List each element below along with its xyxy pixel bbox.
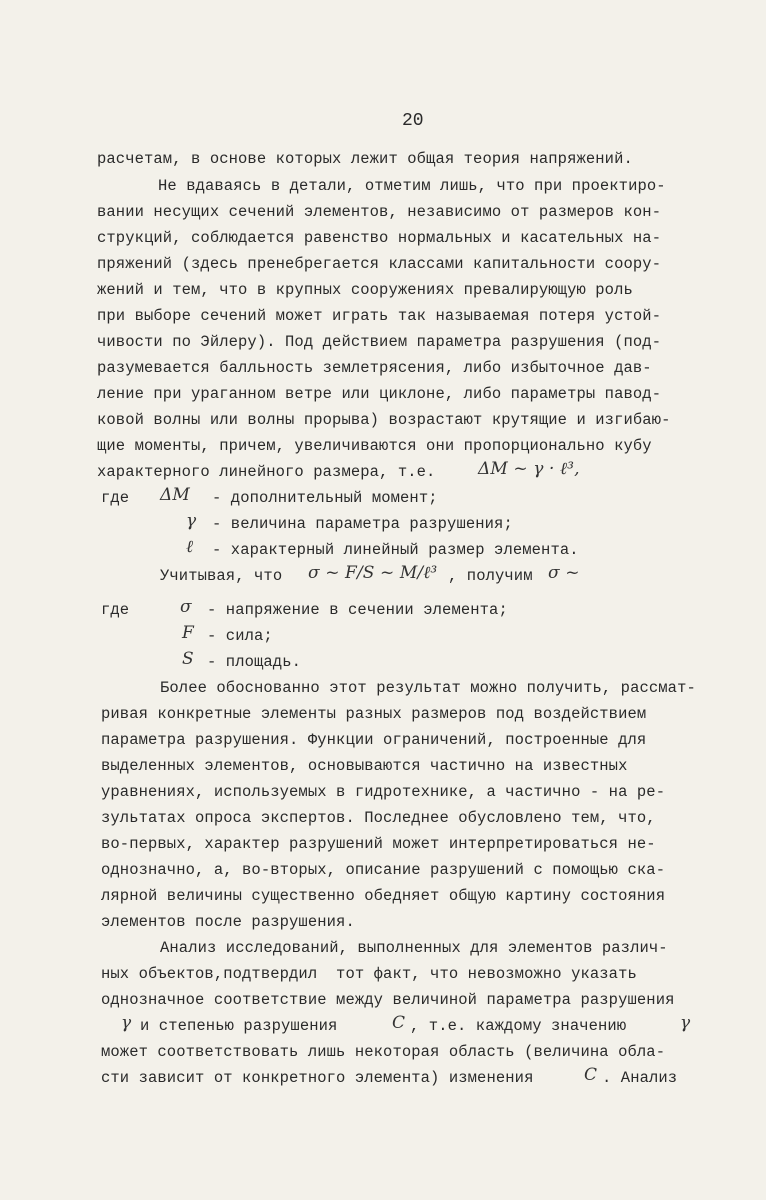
definition-text: - дополнительный момент; [212,489,438,507]
text-line: при выборе сечений может играть так называемая потеря устой- [97,307,662,325]
text-line: элементов после разрушения. [101,913,355,931]
symbol-delta-m: ΔM [160,485,190,505]
text-line: , получим [448,567,533,585]
definition-text: - величина параметра разрушения; [212,515,513,533]
text-line: вании несущих сечений элементов, независимо от размеров кон- [97,203,662,221]
text-line: характерного линейного размера, т.е. [97,463,436,481]
text-line: ных объектов,подтвердил тот факт, что невозможно указать [101,965,637,983]
text-line: , т.е. каждому значению [410,1017,627,1035]
definition-text: - характерный линейный размер элемента. [212,541,579,559]
symbol-sigma: σ [180,597,192,617]
text-line: Анализ исследований, выполненных для элементов различ- [160,939,668,957]
symbol-gamma: γ [121,1013,132,1033]
text-line: сти зависит от конкретного элемента) изменения [101,1069,534,1087]
symbol-c: C [584,1065,598,1085]
text-line: Учитывая, что [160,567,283,585]
text-line: . Анализ [602,1069,678,1087]
text-line: выделенных элементов, основываются частично на известных [101,757,628,775]
definition-text: - площадь. [207,653,302,671]
text-line: расчетам, в основе которых лежит общая теория напряжений. [97,150,633,168]
page-number: 20 [402,111,424,131]
definition-text: - сила; [207,627,273,645]
symbol-gamma: γ [186,511,197,531]
where-label: где [101,489,130,507]
formula-sigma-relation: σ ~ F/S ~ M/ℓ³ [308,563,438,583]
formula-sigma-tail: σ ~ [548,563,580,583]
text-line: во-первых, характер разрушений может интерпретироваться не- [101,835,656,853]
text-line: жений и тем, что в крупных сооружениях превалирующую роль [97,281,633,299]
text-line: пряжений (здесь пренебрегается классами капитальности соору- [97,255,662,273]
text-line: ление при ураганном ветре или циклоне, либо параметры павод- [97,385,662,403]
symbol-area: S [182,649,194,669]
text-line: и степенью разрушения [140,1017,338,1035]
text-line: струкций, соблюдается равенство нормальных и касательных на- [97,229,662,247]
symbol-ell: ℓ [186,537,194,557]
text-line: разумевается балльность землетрясения, либо избыточное дав- [97,359,652,377]
where-label: где [101,601,130,619]
text-line: Не вдаваясь в детали, отметим лишь, что при проектиро- [158,177,666,195]
formula-moment-relation: ΔM ~ γ · ℓ³, [478,459,580,479]
text-line: уравнениях, используемых в гидротехнике, а частично - на ре- [101,783,666,801]
text-line: ривая конкретные элементы разных размеров под воздействием [101,705,647,723]
text-line: щие моменты, причем, увеличиваются они пропорционально кубу [97,437,652,455]
definition-text: - напряжение в сечении элемента; [207,601,508,619]
text-line: однозначное соответствие между величиной параметра разрушения [101,991,675,1009]
symbol-force: F [182,623,194,643]
symbol-c: C [392,1013,406,1033]
symbol-gamma: γ [680,1013,691,1033]
text-line: зультатах опроса экспертов. Последнее обусловлено тем, что, [101,809,656,827]
text-line: однозначно, а, во-вторых, описание разрушений с помощью ска- [101,861,666,879]
text-line: чивости по Эйлеру). Под действием параметра разрушения (под- [97,333,662,351]
text-line: параметра разрушения. Функции ограничений, построенные для [101,731,647,749]
text-line: ковой волны или волны прорыва) возрастают крутящие и изгибаю- [97,411,671,429]
text-line: Более обоснованно этот результат можно получить, рассмат- [160,679,696,697]
text-line: лярной величины существенно обедняет общую картину состояния [101,887,666,905]
text-line: может соответствовать лишь некоторая область (величина обла- [101,1043,666,1061]
